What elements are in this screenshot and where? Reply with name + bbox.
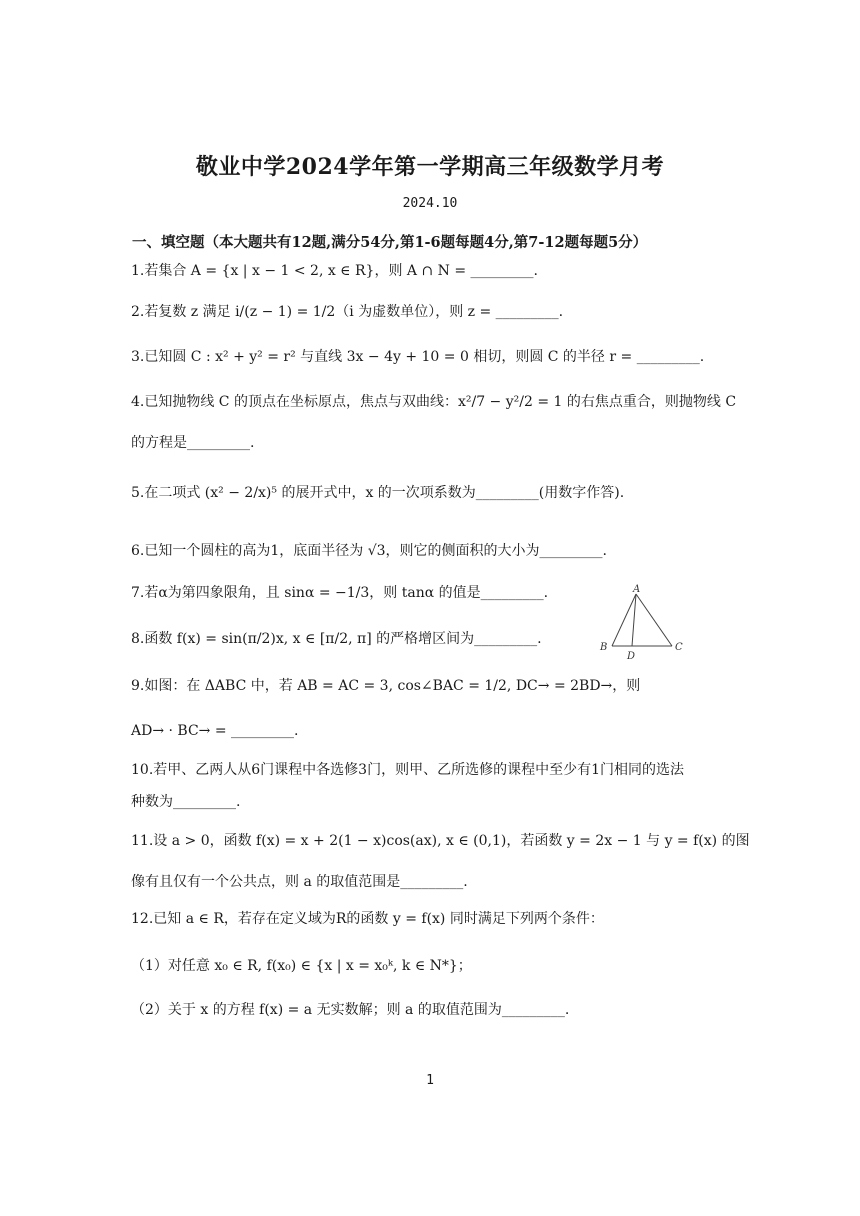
question-11-continued: 像有且仅有一个公共点，则 a 的取值范围是_________. xyxy=(131,874,468,890)
question-4-continued: 的方程是_________. xyxy=(131,435,255,451)
label-b: B xyxy=(600,642,608,653)
label-a: A xyxy=(633,584,641,595)
question-4: 4.已知抛物线 C 的顶点在坐标原点，焦点与双曲线：x²/7 − y²/2 = 1 的右焦点重合，则抛物线 C xyxy=(131,394,737,410)
label-c: C xyxy=(675,642,683,653)
question-2: 2.若复数 z 满足 i/(z − 1) = 1/2（i 为虚数单位），则 z = _________. xyxy=(131,304,564,320)
question-5: 5.在二项式 (x² − 2/x)⁵ 的展开式中，x 的一次项系数为_________(用数字作答). xyxy=(131,485,625,501)
question-6: 6.已知一个圆柱的高为1，底面半径为 √3，则它的侧面积的大小为_________. xyxy=(131,543,607,559)
question-8: 8.函数 f(x) = sin(π/2)x, x ∈ [π/2, π] 的严格增区间为_________. xyxy=(131,631,542,647)
page-number: 1 xyxy=(426,1073,434,1088)
question-1: 1.若集合 A = {x | x − 1 < 2, x ∈ R}，则 A ∩ N = _________. xyxy=(131,263,538,279)
question-10: 10.若甲、乙两人从6门课程中各选修3门，则甲、乙所选修的课程中至少有1门相同的选法 xyxy=(131,762,684,778)
question-11: 11.设 a > 0，函数 f(x) = x + 2(1 − x)cos(ax), x ∈ (0,1)，若函数 y = 2x − 1 与 y = f(x) 的图 xyxy=(131,833,750,849)
triangle-figure xyxy=(596,584,692,660)
question-9: 9.如图：在 ΔABC 中，若 AB = AC = 3, cos∠BAC = 1/2, DC→ = 2BD→，则 xyxy=(131,678,641,694)
exam-date: 2024.10 xyxy=(402,196,458,211)
question-12-condition-2: （2）关于 x 的方程 f(x) = a 无实数解；则 a 的取值范围为_________. xyxy=(131,1002,570,1018)
question-3: 3.已知圆 C : x² + y² = r² 与直线 3x − 4y + 10 = 0 相切，则圆 C 的半径 r = _________. xyxy=(131,349,705,365)
question-7: 7.若α为第四象限角，且 sinα = −1/3，则 tanα 的值是_________. xyxy=(131,585,549,601)
question-12-condition-1: （1）对任意 x₀ ∈ R, f(x₀) ∈ {x | x = x₀ᵏ, k ∈ N*}； xyxy=(131,958,472,974)
question-9-continued: AD→ · BC→ = _________. xyxy=(131,723,299,739)
section-heading: 一、填空题（本大题共有12题,满分54分,第1-6题每题4分,第7-12题每题5分） xyxy=(132,234,648,251)
question-10-continued: 种数为_________. xyxy=(131,794,241,810)
question-12: 12.已知 a ∈ R，若存在定义域为R的函数 y = f(x) 同时满足下列两个条件： xyxy=(131,911,604,927)
page-title: 敬业中学2024学年第一学期高三年级数学月考 xyxy=(195,154,665,180)
label-d: D xyxy=(627,651,636,660)
side-ac xyxy=(636,594,672,646)
